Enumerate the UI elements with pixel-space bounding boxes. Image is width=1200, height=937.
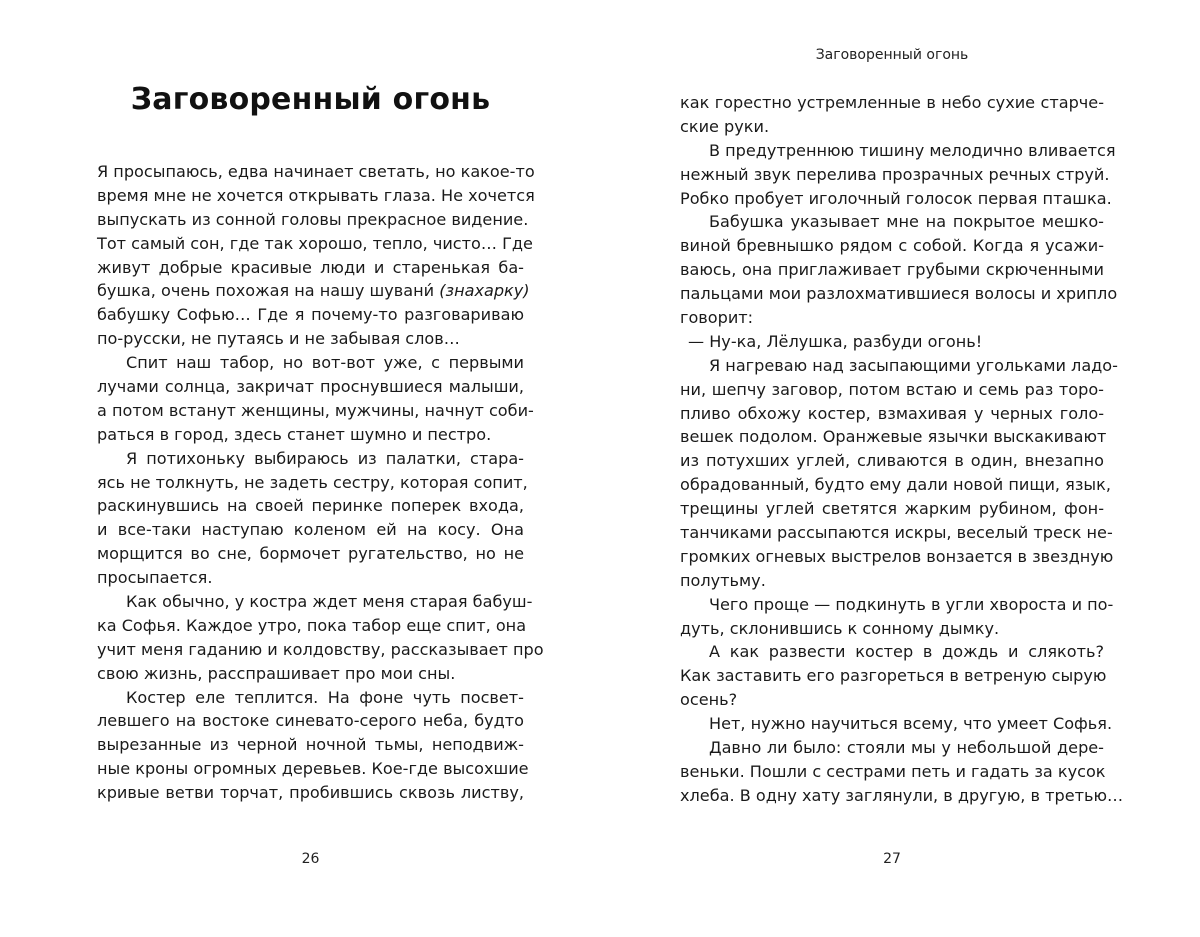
text-line bbox=[97, 184, 535, 208]
text-line bbox=[97, 662, 524, 686]
right-page-body bbox=[680, 91, 1124, 808]
text-line-content: ные кроны огромных деревьев. Кое-где высохшие bbox=[97, 759, 529, 779]
text-line-content: нежный звук перелива прозрачных речных струй. bbox=[680, 164, 1110, 184]
text-line-content: время мне не хочется открывать глаза. Не хочется bbox=[97, 185, 535, 205]
text-line bbox=[97, 232, 533, 256]
right-page bbox=[680, 0, 1124, 937]
text-line bbox=[97, 614, 527, 638]
text-line bbox=[97, 471, 528, 495]
text-line-content: виной бревнышко рядом с собой. Когда я усажи- bbox=[680, 236, 1104, 256]
text-line-content: раться в город, здесь станет шумно и пестро. bbox=[97, 424, 492, 444]
text-line-content: Костер еле теплится. На фоне чуть посвет- bbox=[126, 687, 524, 707]
text-line-content: трещины углей светятся жарким рубином, фон- bbox=[680, 499, 1104, 519]
text-line-content: Нет, нужно научиться всему, что умеет Софья. bbox=[709, 714, 1113, 734]
text-line bbox=[680, 664, 1107, 688]
text-line-content: и все-таки наступаю коленом ей на косу. Она bbox=[97, 520, 524, 540]
text-line bbox=[680, 449, 1104, 473]
text-line bbox=[680, 402, 1104, 426]
text-line bbox=[97, 733, 524, 757]
text-line-content: В предутреннюю тишину мелодично вливается bbox=[709, 140, 1116, 160]
text-line-content: вырезанные из черной ночной тьмы, неподвиж- bbox=[97, 735, 524, 755]
text-line bbox=[680, 210, 1104, 234]
text-line-content: бабушку Софью… Где я почему-то разговариваю bbox=[97, 305, 524, 325]
text-line bbox=[97, 566, 524, 590]
text-line-content: Как обычно, у костра ждет меня старая бабуш- bbox=[126, 592, 533, 612]
text-line-content: ясь не толкнуть, не задеть сестру, которая сопит, bbox=[97, 472, 528, 492]
text-line-content: ни, шепчу заговор, потом встаю и семь раз торо- bbox=[680, 379, 1104, 399]
text-line bbox=[680, 569, 1104, 593]
text-line-content: морщится во сне, бормочет ругательство, но не bbox=[97, 544, 524, 564]
text-line bbox=[97, 423, 524, 447]
text-line bbox=[680, 521, 1113, 545]
text-line-content: свою жизнь, расспрашивает про мои сны. bbox=[97, 663, 456, 683]
text-line bbox=[680, 187, 1112, 211]
text-line-content: кривые ветви торчат, пробившись сквозь листву, bbox=[97, 783, 524, 803]
page-number-right: 27 bbox=[883, 851, 901, 867]
left-page bbox=[97, 0, 544, 937]
text-line-content: Я просыпаюсь, едва начинает светать, но какое-то bbox=[97, 162, 535, 181]
text-line-content: Я потихоньку выбираюсь из палатки, стара- bbox=[126, 448, 524, 468]
text-line bbox=[680, 736, 1104, 760]
text-line-content: обрадованный, будто ему дали новой пищи, язык, bbox=[680, 475, 1111, 495]
text-line bbox=[97, 160, 535, 184]
text-line bbox=[97, 709, 524, 733]
text-line-content: а потом встанут женщины, мужчины, начнут соби- bbox=[97, 400, 534, 420]
text-line bbox=[680, 378, 1104, 402]
text-line-content: просыпается. bbox=[97, 568, 213, 588]
text-line bbox=[680, 354, 1118, 378]
text-line-content: по-русски, не путаясь и не забывая слов… bbox=[97, 329, 460, 349]
italic-gloss: (знахарку) bbox=[439, 281, 530, 301]
text-line bbox=[680, 688, 1104, 712]
text-line bbox=[680, 545, 1114, 569]
text-line-content: танчиками рассыпаются искры, веселый треск не- bbox=[680, 523, 1113, 543]
text-line bbox=[680, 760, 1104, 784]
text-line bbox=[680, 115, 1104, 139]
text-line bbox=[97, 327, 524, 351]
text-line-content: полутьму. bbox=[680, 570, 766, 590]
text-line-content: Я нагреваю над засыпающими угольками ладо- bbox=[709, 355, 1118, 375]
text-line-content: бушка, очень похожая на нашу шувани́ bbox=[97, 281, 435, 301]
text-line-content: громких огневых выстрелов вонзается в звездную bbox=[680, 546, 1114, 566]
text-line bbox=[680, 163, 1110, 187]
text-line-content: дуть, склонившись к сонному дымку. bbox=[680, 618, 1000, 638]
text-line bbox=[680, 330, 1104, 354]
text-line-content: Бабушка указывает мне на покрытое мешко- bbox=[709, 212, 1104, 232]
text-line-content: А как развести костер в дождь и слякоть? bbox=[709, 642, 1104, 662]
text-line-content: из потухших углей, сливаются в один, внезапно bbox=[680, 451, 1104, 471]
text-line bbox=[680, 593, 1114, 617]
text-line bbox=[97, 757, 529, 781]
text-line-content: ские руки. bbox=[680, 116, 770, 136]
text-line bbox=[680, 497, 1104, 521]
text-line-content: лучами солнца, закричат проснувшиеся малыши, bbox=[97, 377, 524, 397]
text-line-content: ваюсь, она приглаживает грубыми скрюченными bbox=[680, 260, 1104, 280]
text-line bbox=[680, 640, 1104, 664]
text-line-content: учит меня гаданию и колдовству, рассказывает про bbox=[97, 639, 544, 659]
text-line bbox=[97, 303, 524, 327]
text-line bbox=[680, 234, 1104, 258]
text-line bbox=[97, 542, 524, 566]
text-line bbox=[97, 494, 524, 518]
text-line-content: Спит наш табор, но вот-вот уже, с первыми bbox=[126, 353, 524, 373]
text-line bbox=[680, 425, 1107, 449]
text-line-content: левшего на востоке синевато-серого неба, будто bbox=[97, 711, 524, 731]
text-line bbox=[97, 256, 524, 280]
text-line bbox=[680, 712, 1113, 736]
text-line-content: хлеба. В одну хату заглянули, в другую, в третью… bbox=[680, 785, 1124, 805]
text-line-content: ка Софья. Каждое утро, пока табор еще спит, она bbox=[97, 615, 527, 635]
text-line-content: веньки. Пошли с сестрами петь и гадать за кусок bbox=[680, 761, 1106, 781]
left-page-body bbox=[97, 160, 544, 805]
text-line bbox=[680, 91, 1104, 115]
text-line bbox=[680, 282, 1118, 306]
text-line-content: пальцами мои разлохматившиеся волосы и хрипло bbox=[680, 284, 1118, 304]
text-line bbox=[97, 279, 530, 303]
text-line-content: живут добрые красивые люди и старенькая ба- bbox=[97, 257, 524, 277]
text-line bbox=[97, 447, 524, 471]
text-line bbox=[97, 518, 524, 542]
text-line bbox=[680, 617, 1104, 641]
text-line-content: как горестно устремленные в небо сухие старче- bbox=[680, 93, 1104, 112]
text-line-content: осень? bbox=[680, 690, 738, 710]
text-line-content: Как заставить его разгореться в ветреную сырую bbox=[680, 666, 1107, 686]
text-line-content: вешек подолом. Оранжевые язычки выскакивают bbox=[680, 427, 1107, 447]
chapter-title: Заговоренный огонь bbox=[130, 82, 491, 117]
text-line bbox=[97, 590, 533, 614]
text-line-content: выпускать из сонной головы прекрасное видение. bbox=[97, 209, 529, 229]
text-line bbox=[680, 139, 1116, 163]
text-line bbox=[97, 399, 534, 423]
text-line-content: пливо обхожу костер, взмахивая у черных голо- bbox=[680, 403, 1104, 423]
text-line bbox=[97, 686, 524, 710]
text-line bbox=[680, 473, 1111, 497]
text-line-content: говорит: bbox=[680, 308, 754, 328]
text-line-content: Робко пробует иголочный голосок первая пташка. bbox=[680, 188, 1112, 208]
text-line bbox=[680, 784, 1124, 808]
text-line bbox=[680, 258, 1104, 282]
text-line-content: Чего проще — подкинуть в угли хвороста и по- bbox=[709, 594, 1114, 614]
text-line bbox=[97, 375, 524, 399]
text-line bbox=[97, 351, 524, 375]
text-line-content: Тот самый сон, где так хорошо, тепло, чисто… Где bbox=[97, 233, 533, 253]
text-line-content: — Ну-ка, Лёлушка, разбуди огонь! bbox=[688, 331, 983, 351]
text-line bbox=[97, 638, 544, 662]
page-number-left: 26 bbox=[301, 851, 320, 867]
text-line-content: Давно ли было: стояли мы у небольшой дере- bbox=[709, 738, 1104, 758]
text-line bbox=[680, 306, 1104, 330]
text-line-content: раскинувшись на своей перинке поперек входа, bbox=[97, 496, 524, 516]
text-line bbox=[97, 208, 529, 232]
running-head: Заговоренный огонь bbox=[815, 47, 969, 63]
text-line bbox=[97, 781, 524, 805]
